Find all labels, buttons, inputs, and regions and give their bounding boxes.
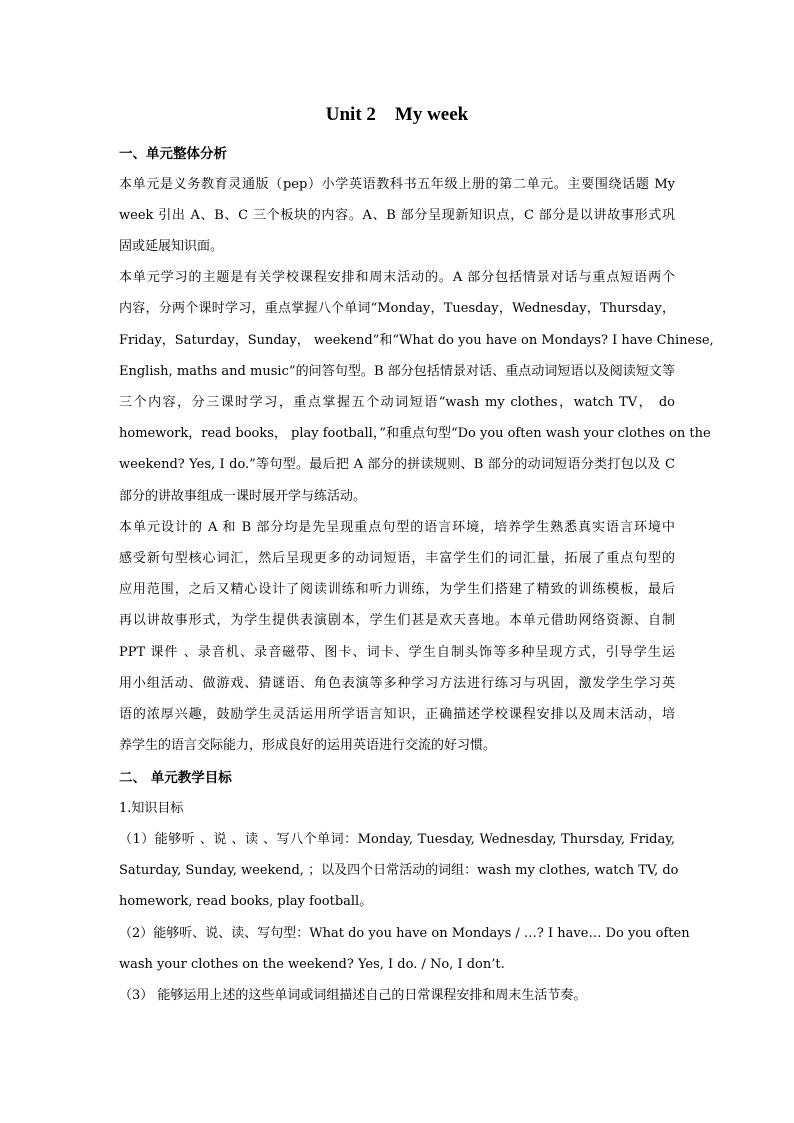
paragraph-line: 语的浓厚兴趣，鼓励学生灵活运用所学语言知识，正确描述学校课程安排以及周末活动，培	[119, 707, 675, 722]
paragraph-line: 用小组活动、做游戏、猜谜语、角色表演等多种学习方法进行练习与巩固，激发学生学习英	[119, 676, 675, 691]
goal-item-line: （2）能够听、说、读、写句型：What do you have on Mondays / …? I have… Do you often	[119, 926, 690, 941]
paragraph-line: 固或延展知识面。	[119, 239, 224, 254]
paragraph-line: 三个内容，分三课时学习，重点掌握五个动词短语“wash my clothes，watch TV， do	[119, 395, 675, 410]
paragraph-line: English, maths and music”的问答句型。B 部分包括情景对话、重点动词短语以及阅读短文等	[119, 364, 675, 379]
paragraph-line: 再以讲故事形式，为学生提供表演剧本，学生们甚是欢天喜地。本单元借助网络资源、自制	[119, 613, 675, 628]
goal-item-line: （3） 能够运用上述的这些单词或词组描述自己的日常课程安排和周末生活节奏。	[119, 988, 587, 1003]
section-heading-analysis: 一、单元整体分析	[119, 146, 227, 162]
unit-title: Unit 2 My week	[325, 104, 469, 125]
paragraph-line: PPT 课件 、录音机、录音磁带、图卡、词卡、学生自制头饰等多种呈现方式，引导学生运	[119, 645, 675, 660]
subheading-knowledge-goals: 1.知识目标	[119, 801, 184, 816]
paragraph-line: 本单元设计的 A 和 B 部分均是先呈现重点句型的语言环境，培养学生熟悉真实语言环境中	[119, 520, 675, 535]
goal-item-line: wash your clothes on the weekend? Yes, I do. / No, I don’t.	[119, 957, 505, 972]
paragraph-line: 部分的讲故事组成一课时展开学与练活动。	[119, 489, 367, 504]
paragraph-line: homework，read books， play football，”和重点句型“Do you often wash your clothes on the	[119, 426, 711, 441]
paragraph-line: Friday，Saturday，Sunday， weekend”和“What do you have on Mondays? I have Chinese,	[119, 333, 714, 348]
paragraph-line: 内容，分两个课时学习，重点掌握八个单词“Monday，Tuesday，Wednesday，Thursday，	[119, 301, 675, 316]
paragraph-line: 本单元是义务教育灵通版（pep）小学英语教科书五年级上册的第二单元。主要围绕话题 My	[119, 177, 675, 192]
paragraph-line: 养学生的语言交际能力，形成良好的运用英语进行交流的好习惯。	[119, 738, 497, 753]
paragraph-line: weekend? Yes, I do.”等句型。最后把 A 部分的拼读规则、B 部分的动词短语分类打包以及 C	[119, 457, 675, 472]
section-heading-goals: 二、 单元教学目标	[119, 770, 232, 786]
goal-item-line: （1）能够听 、说 、读 、写八个单词：Monday, Tuesday, Wednesday, Thursday, Friday,	[119, 832, 675, 847]
paragraph-line: 应用范围，之后又精心设计了阅读训练和听力训练，为学生们搭建了精致的训练模板，最后	[119, 582, 675, 597]
paragraph-line: 本单元学习的主题是有关学校课程安排和周末活动的。A 部分包括情景对话与重点短语两个	[119, 270, 675, 285]
goal-item-line: Saturday, Sunday, weekend, ；以及四个日常活动的词组：wash my clothes, watch TV, do	[119, 863, 679, 878]
paragraph-line: 感受新句型核心词汇，然后呈现更多的动词短语，丰富学生们的词汇量，拓展了重点句型的	[119, 551, 675, 566]
goal-item-line: homework, read books, play football。	[119, 894, 373, 909]
paragraph-line: week 引出 A、B、C 三个板块的内容。A、B 部分呈现新知识点，C 部分是以讲故事形式巩	[119, 208, 675, 223]
